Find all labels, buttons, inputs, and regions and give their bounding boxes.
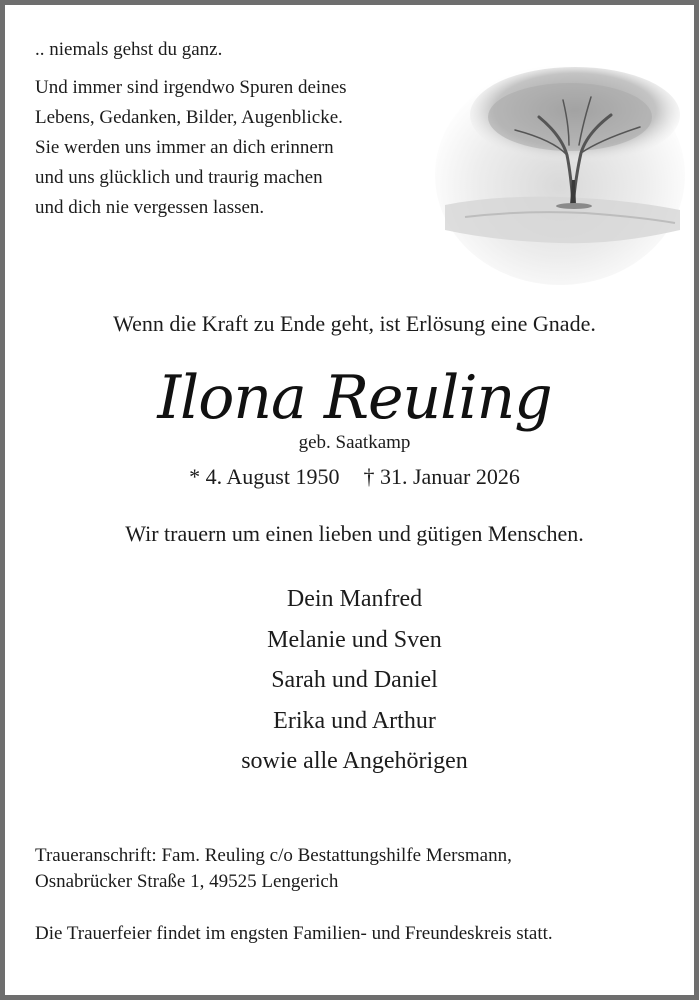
mourning-address [35,843,512,895]
tribute-text: Wir trauern um einen lieben und gütigen Menschen. [125,521,584,546]
mourner-entry: Dein Manfred [286,586,423,612]
poem-line: Lebens, Gedanken, Bilder, Augenblicke. [35,107,343,128]
mourner-entry: Melanie und Sven [267,626,442,653]
service-note: Die Trauerfeier findet im engsten Familien- und Freundeskreis statt. [35,923,553,944]
mourner-entry: Sarah und Daniel [271,667,438,693]
mourners-list [5,579,699,782]
poem-line: Und immer sind irgendwo Spuren deines [35,77,347,98]
tree-landscape-icon [435,45,685,290]
deceased-name: Ilona Reuling [157,363,552,433]
poem [35,35,347,223]
death-date: † 31. Januar 2026 [363,464,520,489]
mourner-entry: Erika und Arthur [273,707,436,734]
address-line: Osnabrücker Straße 1, 49525 Lengerich [35,871,339,892]
birth-date: * 4. August 1950 [189,464,340,489]
birth-name: geb. Saatkamp [298,432,411,453]
poem-line: und uns glücklich und traurig machen [35,167,323,188]
poem-intro: .. niemals gehst du ganz. [35,39,223,60]
motto: Wenn die Kraft zu Ende geht, ist Erlösung eine Gnade. [113,311,596,336]
address-line: Traueranschrift: Fam. Reuling c/o Bestattungshilfe Mersmann, [35,845,512,866]
poem-line: Sie werden uns immer an dich erinnern [35,137,334,158]
mourner-entry: sowie alle Angehörigen [241,748,468,774]
poem-line: und dich nie vergessen lassen. [35,197,265,218]
life-dates [5,464,699,490]
